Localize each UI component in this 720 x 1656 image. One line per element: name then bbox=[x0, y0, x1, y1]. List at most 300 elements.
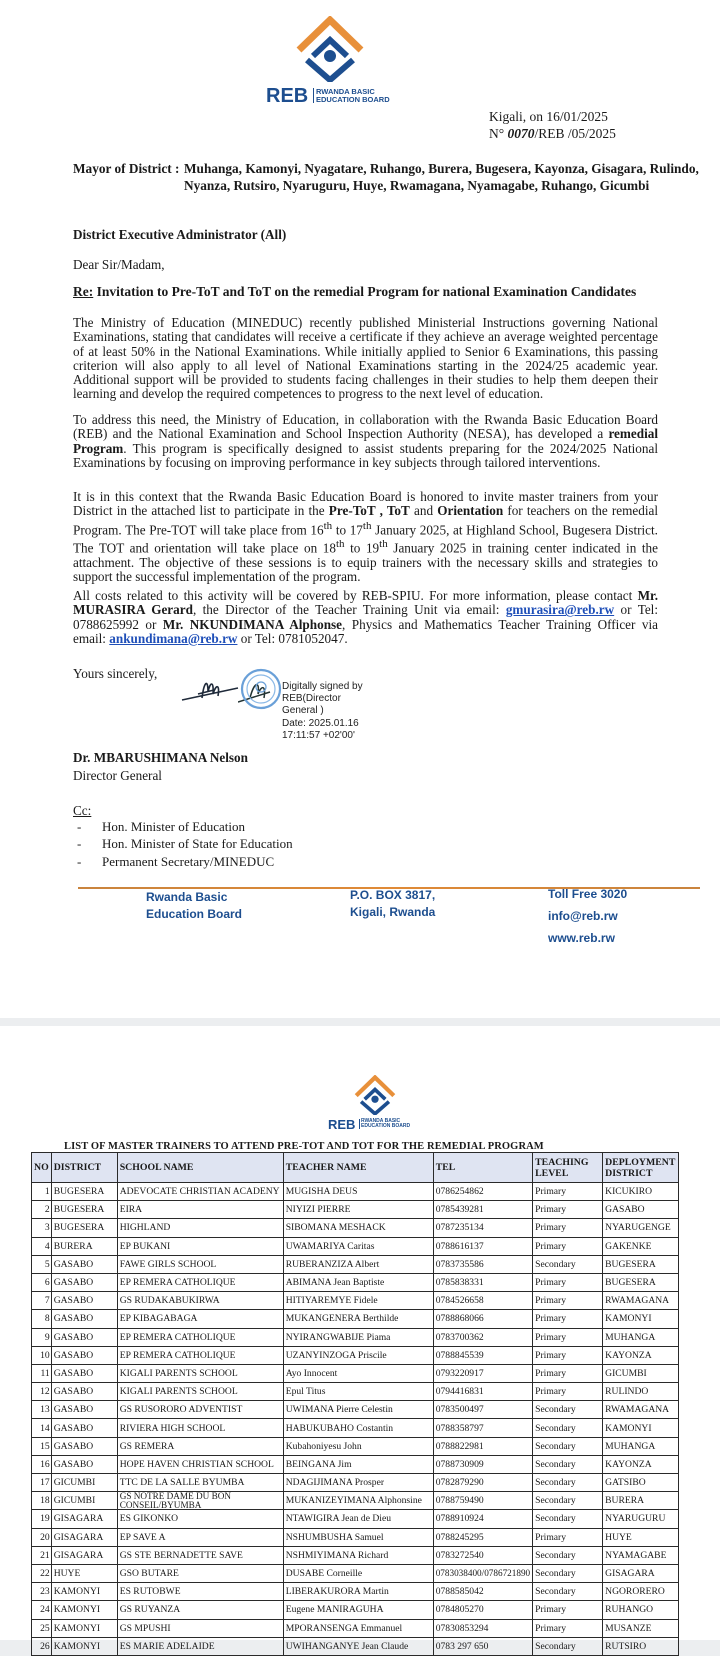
cell-deployment: RULINDO bbox=[603, 1383, 679, 1401]
cell-level: Primary bbox=[533, 1292, 603, 1310]
reb-name-line2: EDUCATION BOARD bbox=[316, 94, 390, 104]
table-row bbox=[32, 1183, 679, 1201]
p4-g: or Tel: 0781052047. bbox=[237, 630, 348, 646]
cell-deployment: RUHANGO bbox=[603, 1601, 679, 1619]
p3-i: January 2025 in training center indicated in the attachment. The objective of these sessions is to equip trainers with the necessary skills and strategies to support the successful implementation of the program. bbox=[73, 540, 658, 585]
cell-no: 14 bbox=[32, 1419, 52, 1437]
cell-no: 17 bbox=[32, 1474, 52, 1492]
column-header: DISTRICT bbox=[51, 1153, 117, 1183]
reb-name-line2: EDUCATION BOARD bbox=[361, 1123, 411, 1129]
cc-text: Permanent Secretary/MINEDUC bbox=[102, 853, 275, 869]
p3-sup1: th bbox=[323, 519, 333, 532]
cell-no: 1 bbox=[32, 1183, 52, 1201]
cell-teacher: NSHMIYIMANA Richard bbox=[283, 1546, 433, 1564]
cell-teacher: NDAGIJIMANA Prosper bbox=[283, 1474, 433, 1492]
cell-level: Primary bbox=[533, 1528, 603, 1546]
cc-item: - Hon. Minister of State for Education bbox=[77, 836, 293, 852]
cell-teacher: UWIMANA Pierre Celestin bbox=[283, 1401, 433, 1419]
cell-tel: 0783735586 bbox=[433, 1255, 532, 1273]
cell-deployment: RWAMAGANA bbox=[603, 1292, 679, 1310]
cell-no: 21 bbox=[32, 1546, 52, 1564]
cell-level: Primary bbox=[533, 1219, 603, 1237]
table-row bbox=[32, 1328, 679, 1346]
cell-no: 5 bbox=[32, 1255, 52, 1273]
sig-line: REB(Director bbox=[282, 693, 341, 705]
cell-teacher: HITIYAREMYE Fidele bbox=[283, 1292, 433, 1310]
cell-no: 24 bbox=[32, 1601, 52, 1619]
cell-deployment: KICUKIRO bbox=[603, 1183, 679, 1201]
cell-school: EP BUKANI bbox=[117, 1237, 283, 1255]
cell-school: HIGHLAND bbox=[117, 1219, 283, 1237]
cell-tel: 0783272540 bbox=[433, 1546, 532, 1564]
ref-prefix: N° bbox=[489, 126, 505, 141]
footer-contacts bbox=[548, 883, 627, 949]
cell-tel: 0783 297 650 bbox=[433, 1637, 532, 1655]
cell-no: 18 bbox=[32, 1492, 52, 1510]
cell-deployment: KAMONYI bbox=[603, 1419, 679, 1437]
table-row bbox=[32, 1292, 679, 1310]
cell-deployment: RUTSIRO bbox=[603, 1637, 679, 1655]
cell-no: 25 bbox=[32, 1619, 52, 1637]
cell-level: Primary bbox=[533, 1328, 603, 1346]
cell-level: Secondary bbox=[533, 1492, 603, 1510]
p3-e: for teachers on the remedial Program. The Pre-TOT will take place from 16 bbox=[73, 503, 659, 537]
cell-deployment: NYAMAGABE bbox=[603, 1546, 679, 1564]
cell-district: GASABO bbox=[51, 1346, 117, 1364]
cell-teacher: UWIHANGANYE Jean Claude bbox=[283, 1637, 433, 1655]
cell-tel: 0793220917 bbox=[433, 1364, 532, 1382]
cell-deployment: GATSIBO bbox=[603, 1474, 679, 1492]
master-trainers-table bbox=[31, 1152, 679, 1656]
cell-tel: 0788759490 bbox=[433, 1492, 532, 1510]
cell-level: Primary bbox=[533, 1201, 603, 1219]
cell-tel: 0784526658 bbox=[433, 1292, 532, 1310]
cell-school: ES MARIE ADELAIDE bbox=[117, 1637, 283, 1655]
cell-tel: 0783700362 bbox=[433, 1328, 532, 1346]
cell-district: GASABO bbox=[51, 1383, 117, 1401]
cell-district: GASABO bbox=[51, 1273, 117, 1291]
cell-district: KAMONYI bbox=[51, 1619, 117, 1637]
footer-website[interactable]: www.reb.rw bbox=[548, 931, 615, 945]
cell-no: 9 bbox=[32, 1328, 52, 1346]
sig-line: 17:11:57 +02'00' bbox=[282, 729, 355, 741]
cell-district: GICUMBI bbox=[51, 1474, 117, 1492]
cell-no: 2 bbox=[32, 1201, 52, 1219]
table-row bbox=[32, 1401, 679, 1419]
table-header-row bbox=[32, 1153, 679, 1183]
footer-org-line2: Education Board bbox=[146, 907, 243, 921]
cell-level: Secondary bbox=[533, 1437, 603, 1455]
cell-level: Secondary bbox=[533, 1474, 603, 1492]
cell-deployment: GASABO bbox=[603, 1201, 679, 1219]
reference-number bbox=[489, 125, 616, 142]
cell-teacher: HABUKUBAHO Costantin bbox=[283, 1419, 433, 1437]
cell-district: GASABO bbox=[51, 1328, 117, 1346]
cell-teacher: BEINGANA Jim bbox=[283, 1455, 433, 1473]
cell-level: Primary bbox=[533, 1273, 603, 1291]
column-header: NO bbox=[32, 1153, 52, 1183]
p3-h: to 19 bbox=[344, 540, 380, 556]
cell-no: 10 bbox=[32, 1346, 52, 1364]
reb-name-small bbox=[359, 1119, 410, 1129]
cell-deployment: NYARUGURU bbox=[603, 1510, 679, 1528]
cell-school: FAWE GIRLS SCHOOL bbox=[117, 1255, 283, 1273]
letter-meta bbox=[489, 108, 616, 142]
cell-school: KIGALI PARENTS SCHOOL bbox=[117, 1364, 283, 1382]
cell-teacher: NSHUMBUSHA Samuel bbox=[283, 1528, 433, 1546]
cell-school: TTC DE LA SALLE BYUMBA bbox=[117, 1474, 283, 1492]
cell-teacher: Ayo Innocent bbox=[283, 1364, 433, 1382]
cell-district: GASABO bbox=[51, 1364, 117, 1382]
paragraph-1: The Ministry of Education (MINEDUC) recently published Ministerial Instructions governing National Examinations, stating that candidates will receive a certificate if they achieve an average weighted percentage of at least 50% in the National Examinations. While initially applied to Senior 6 Examinations, this passing criterion will also apply to all level of National Examinations starting in the 2024/25 academic year. Additional support will be provided to students facing challenges in their studies to help them deepen their learning and develop the required competences to progress to the next level of education. bbox=[73, 315, 658, 402]
cell-no: 13 bbox=[32, 1401, 52, 1419]
cell-district: GISAGARA bbox=[51, 1510, 117, 1528]
cell-district: KAMONYI bbox=[51, 1637, 117, 1655]
table-row bbox=[32, 1601, 679, 1619]
reb-logo-small bbox=[350, 1075, 400, 1115]
cell-teacher: Kubahoniyesu John bbox=[283, 1437, 433, 1455]
cell-level: Secondary bbox=[533, 1637, 603, 1655]
cell-district: GASABO bbox=[51, 1310, 117, 1328]
cell-deployment: NYARUGENGE bbox=[603, 1219, 679, 1237]
paragraph-3 bbox=[73, 490, 658, 585]
salutation: Dear Sir/Madam, bbox=[73, 257, 165, 272]
p4-f: , Physics and Mathematics Teacher Training Officer via email: bbox=[73, 616, 658, 646]
footer-address bbox=[350, 887, 435, 921]
cell-no: 22 bbox=[32, 1564, 52, 1582]
cell-school: EP REMERA CATHOLIQUE bbox=[117, 1328, 283, 1346]
table-row bbox=[32, 1346, 679, 1364]
cell-teacher: MUKANIZEYIMANA Alphonsine bbox=[283, 1492, 433, 1510]
p3-f: to 17 bbox=[332, 521, 363, 537]
cell-no: 12 bbox=[32, 1383, 52, 1401]
cell-level: Primary bbox=[533, 1183, 603, 1201]
cc-label: Cc: bbox=[73, 803, 92, 818]
cell-no: 16 bbox=[32, 1455, 52, 1473]
table-row bbox=[32, 1437, 679, 1455]
footer-pobox: P.O. BOX 3817, bbox=[350, 888, 436, 902]
table-row bbox=[32, 1310, 679, 1328]
cell-deployment: KAMONYI bbox=[603, 1310, 679, 1328]
contact-2-name: Mr. NKUNDIMANA Alphonse bbox=[162, 616, 343, 632]
p2-text-end: . This program is specifically designed to assist students preparing for the 2024/2025 National Examinations by focusing on improving performance in key subjects through tailored interventions. bbox=[73, 440, 658, 470]
p3-b: Pre-ToT , ToT bbox=[328, 503, 410, 519]
cell-deployment: GAKENKE bbox=[603, 1237, 679, 1255]
cell-tel: 0788868066 bbox=[433, 1310, 532, 1328]
table-row bbox=[32, 1474, 679, 1492]
cell-level: Secondary bbox=[533, 1455, 603, 1473]
cell-no: 11 bbox=[32, 1364, 52, 1382]
cell-teacher: UWAMARIYA Caritas bbox=[283, 1237, 433, 1255]
column-header: TEACHING LEVEL bbox=[533, 1153, 603, 1183]
cell-level: Primary bbox=[533, 1237, 603, 1255]
cell-school: GSO BUTARE bbox=[117, 1564, 283, 1582]
cell-level: Secondary bbox=[533, 1564, 603, 1582]
cell-level: Secondary bbox=[533, 1419, 603, 1437]
attachment-title: LIST OF MASTER TRAINERS TO ATTEND PRE-TOT AND TOT FOR THE REMEDIAL PROGRAM bbox=[64, 1141, 544, 1152]
cell-deployment: GISAGARA bbox=[603, 1564, 679, 1582]
cell-school: GS RUSORORO ADVENTIST bbox=[117, 1401, 283, 1419]
table-row bbox=[32, 1364, 679, 1382]
p4-c: , the Director of the Teacher Training Unit via email: bbox=[192, 602, 506, 618]
subject-text: Invitation to Pre-ToT and ToT on the remedial Program for national Examination Candidates bbox=[93, 284, 637, 299]
reb-emblem-icon bbox=[293, 16, 367, 82]
cell-level: Primary bbox=[533, 1383, 603, 1401]
column-header: TEACHER NAME bbox=[283, 1153, 433, 1183]
cell-district: BUGESERA bbox=[51, 1219, 117, 1237]
table-row bbox=[32, 1455, 679, 1473]
handwritten-signature-icon bbox=[180, 674, 242, 704]
cell-tel: 07830853294 bbox=[433, 1619, 532, 1637]
cell-teacher: NYIRANGWABIJE Piama bbox=[283, 1328, 433, 1346]
cell-tel: 0788910924 bbox=[433, 1510, 532, 1528]
column-header: DEPLOYMENT DISTRICT bbox=[603, 1153, 679, 1183]
contact-1-name: Mr. MURASIRA Gerard bbox=[73, 588, 658, 618]
table-row bbox=[32, 1201, 679, 1219]
cell-tel: 0783038400/0786721890 bbox=[433, 1564, 532, 1582]
sig-line: Date: 2025.01.16 bbox=[282, 717, 359, 729]
cell-school: EIRA bbox=[117, 1201, 283, 1219]
seal-icon bbox=[238, 668, 286, 710]
cell-school: ES RUTOBWE bbox=[117, 1583, 283, 1601]
paragraph-4 bbox=[73, 589, 658, 646]
cell-school: GS REMERA bbox=[117, 1437, 283, 1455]
cc-text: Hon. Minister of State for Education bbox=[102, 836, 293, 852]
cell-tel: 0786254862 bbox=[433, 1183, 532, 1201]
p3-g: January 2025, at Highland School, Bugesera District. The TOT and orientation will take place on 18 bbox=[73, 521, 658, 556]
cell-district: GISAGARA bbox=[51, 1546, 117, 1564]
table-row bbox=[32, 1492, 679, 1510]
cell-deployment: HUYE bbox=[603, 1528, 679, 1546]
cell-district: GASABO bbox=[51, 1292, 117, 1310]
cell-school: HOPE HAVEN CHRISTIAN SCHOOL bbox=[117, 1455, 283, 1473]
cc-item: - Permanent Secretary/MINEDUC bbox=[77, 853, 275, 869]
cell-level: Secondary bbox=[533, 1583, 603, 1601]
cell-tel: 0783500497 bbox=[433, 1401, 532, 1419]
cell-teacher: MUKANGENERA Berthilde bbox=[283, 1310, 433, 1328]
cell-deployment: MUSANZE bbox=[603, 1619, 679, 1637]
cell-no: 7 bbox=[32, 1292, 52, 1310]
cell-deployment: RWAMAGANA bbox=[603, 1401, 679, 1419]
cell-deployment: KAYONZA bbox=[603, 1346, 679, 1364]
signatory-title: Director General bbox=[73, 768, 162, 783]
cell-school: EP REMERA CATHOLIQUE bbox=[117, 1273, 283, 1291]
closing: Yours sincerely, bbox=[73, 666, 158, 681]
column-header: SCHOOL NAME bbox=[117, 1153, 283, 1183]
subject-line bbox=[73, 285, 658, 299]
p3-c: and bbox=[409, 503, 438, 519]
table-row bbox=[32, 1237, 679, 1255]
cell-district: GICUMBI bbox=[51, 1492, 117, 1510]
table-row bbox=[32, 1583, 679, 1601]
table-row bbox=[32, 1273, 679, 1291]
table-row bbox=[32, 1383, 679, 1401]
cell-tel: 0788585042 bbox=[433, 1583, 532, 1601]
ref-number: 0070 bbox=[507, 126, 535, 141]
cell-teacher: ABIMANA Jean Baptiste bbox=[283, 1273, 433, 1291]
cell-district: BUGESERA bbox=[51, 1183, 117, 1201]
cell-district: GASABO bbox=[51, 1419, 117, 1437]
cc-list bbox=[77, 818, 293, 870]
digital-signature-info bbox=[282, 681, 363, 742]
cell-school: RIVIERA HIGH SCHOOL bbox=[117, 1419, 283, 1437]
p3-sup3: th bbox=[335, 538, 345, 551]
p3-d: Orientation bbox=[437, 503, 504, 519]
p3-a: It is in this context that the Rwanda Basic Education Board is honored to invite master trainers from your District in the attached list to participate in the bbox=[73, 489, 658, 519]
cell-school: ES GIKONKO bbox=[117, 1510, 283, 1528]
footer-toll-free: Toll Free 3020 bbox=[548, 887, 628, 901]
cell-school: EP KIBAGABAGA bbox=[117, 1310, 283, 1328]
cell-school: EP REMERA CATHOLIQUE bbox=[117, 1346, 283, 1364]
table-row bbox=[32, 1510, 679, 1528]
cell-level: Secondary bbox=[533, 1401, 603, 1419]
cell-no: 8 bbox=[32, 1310, 52, 1328]
footer-city: Kigali, Rwanda bbox=[350, 905, 436, 919]
sig-line: Digitally signed by bbox=[282, 681, 363, 692]
cell-tel: 0788616137 bbox=[433, 1237, 532, 1255]
table-row bbox=[32, 1619, 679, 1637]
email-link-gmurasira[interactable]: gmurasira@reb.rw bbox=[505, 602, 615, 618]
cell-tel: 0788730909 bbox=[433, 1455, 532, 1473]
cell-school: GS MPUSHI bbox=[117, 1619, 283, 1637]
cell-teacher: SIBOMANA MESHACK bbox=[283, 1219, 433, 1237]
cell-district: GASABO bbox=[51, 1455, 117, 1473]
paragraph-2 bbox=[73, 413, 658, 470]
cell-level: Secondary bbox=[533, 1546, 603, 1564]
cell-no: 26 bbox=[32, 1637, 52, 1655]
cell-level: Primary bbox=[533, 1601, 603, 1619]
cell-school: GS RUDAKABUKIRWA bbox=[117, 1292, 283, 1310]
reb-acronym-small: REB bbox=[328, 1117, 356, 1132]
table-row bbox=[32, 1255, 679, 1273]
cell-teacher: DUSABE Corneille bbox=[283, 1564, 433, 1582]
cell-school: GS NOTRE DAME DU BON CONSEIL/BYUMBA bbox=[117, 1492, 283, 1510]
cell-no: 15 bbox=[32, 1437, 52, 1455]
cell-school: GS RUYANZA bbox=[117, 1601, 283, 1619]
cell-school: GS STE BERNADETTE SAVE bbox=[117, 1546, 283, 1564]
reb-acronym: REB bbox=[266, 85, 309, 107]
cell-district: GISAGARA bbox=[51, 1528, 117, 1546]
cell-teacher: NTAWIGIRA Jean de Dieu bbox=[283, 1510, 433, 1528]
cell-level: Secondary bbox=[533, 1255, 603, 1273]
cell-deployment: GICUMBI bbox=[603, 1364, 679, 1382]
reb-logo bbox=[293, 16, 367, 82]
reb-name-line1: RWANDA BASIC bbox=[316, 87, 375, 96]
table-row bbox=[32, 1219, 679, 1237]
cell-deployment: KAYONZA bbox=[603, 1455, 679, 1473]
sig-line: General ) bbox=[282, 705, 324, 717]
reb-name bbox=[313, 88, 390, 103]
cell-deployment: MUHANGA bbox=[603, 1437, 679, 1455]
recipient-label: Mayor of District : bbox=[73, 161, 180, 176]
p2-text: To address this need, the Ministry of Education, in collaboration with the Rwanda Basic Education Board (REB) and the National Examination and School Inspection Authority (NESA), has developed a bbox=[73, 412, 658, 442]
reb-name-line1: RWANDA BASIC bbox=[361, 1118, 401, 1124]
cell-level: Primary bbox=[533, 1364, 603, 1382]
footer-email[interactable]: info@reb.rw bbox=[548, 909, 618, 923]
cell-district: GASABO bbox=[51, 1401, 117, 1419]
cell-tel: 0788358797 bbox=[433, 1419, 532, 1437]
cell-no: 20 bbox=[32, 1528, 52, 1546]
subject-label: Re: bbox=[73, 284, 94, 299]
table-body bbox=[32, 1183, 679, 1656]
p4-d: or Tel: 0788625992 or bbox=[73, 602, 659, 632]
signature-stamp bbox=[238, 668, 286, 715]
cell-no: 19 bbox=[32, 1510, 52, 1528]
cell-district: GASABO bbox=[51, 1437, 117, 1455]
cell-school: ADEVOCATE CHRISTIAN ACADENY bbox=[117, 1183, 283, 1201]
cell-tel: 0788845539 bbox=[433, 1346, 532, 1364]
cell-level: Primary bbox=[533, 1346, 603, 1364]
cell-deployment: NGORORERO bbox=[603, 1583, 679, 1601]
cell-district: GASABO bbox=[51, 1255, 117, 1273]
cell-school: EP SAVE A bbox=[117, 1528, 283, 1546]
cc-text: Hon. Minister of Education bbox=[102, 819, 245, 834]
email-link-ankundimana[interactable]: ankundimana@reb.rw bbox=[109, 630, 238, 646]
cell-tel: 0785439281 bbox=[433, 1201, 532, 1219]
cell-tel: 0785838331 bbox=[433, 1273, 532, 1291]
cell-district: KAMONYI bbox=[51, 1601, 117, 1619]
cell-deployment: MUHANGA bbox=[603, 1328, 679, 1346]
cell-school: KIGALI PARENTS SCHOOL bbox=[117, 1383, 283, 1401]
p2-bold: remedial Program bbox=[73, 426, 658, 456]
table-row bbox=[32, 1564, 679, 1582]
recipient-districts: Muhanga, Kamonyi, Nyagatare, Ruhango, Burera, Bugesera, Kayonza, Gisagara, Rulindo, Nyanza, Rutsiro, Nyaruguru, Huye, Rwamagana, Nyamagabe, Ruhango, Gicumbi bbox=[184, 161, 699, 193]
table-row bbox=[32, 1528, 679, 1546]
cell-teacher: MPORANSENGA Emmanuel bbox=[283, 1619, 433, 1637]
cell-no: 23 bbox=[32, 1583, 52, 1601]
p3-sup2: th bbox=[362, 519, 372, 532]
cell-teacher: Epul Titus bbox=[283, 1383, 433, 1401]
cc-item: - Hon. Minister of Education bbox=[77, 819, 245, 834]
cell-no: 3 bbox=[32, 1219, 52, 1237]
p3-sup4: th bbox=[379, 538, 388, 551]
column-header: TEL bbox=[433, 1153, 532, 1183]
cell-tel: 0788245295 bbox=[433, 1528, 532, 1546]
reb-emblem-icon bbox=[350, 1075, 400, 1115]
cell-district: BUGESERA bbox=[51, 1201, 117, 1219]
cell-no: 6 bbox=[32, 1273, 52, 1291]
p4-a: All costs related to this activity will be covered by REB-SPIU. For more information, please contact bbox=[73, 588, 638, 603]
footer-organization bbox=[146, 889, 242, 923]
cell-district: BURERA bbox=[51, 1237, 117, 1255]
cell-deployment: BUGESERA bbox=[603, 1255, 679, 1273]
cell-tel: 0794416831 bbox=[433, 1383, 532, 1401]
signatory-name: Dr. MBARUSHIMANA Nelson bbox=[73, 750, 248, 765]
cell-tel: 0782879290 bbox=[433, 1474, 532, 1492]
table-row bbox=[32, 1419, 679, 1437]
cell-deployment: BURERA bbox=[603, 1492, 679, 1510]
cell-deployment: BUGESERA bbox=[603, 1273, 679, 1291]
cell-level: Primary bbox=[533, 1619, 603, 1637]
cell-level: Secondary bbox=[533, 1510, 603, 1528]
cell-tel: 0784805270 bbox=[433, 1601, 532, 1619]
cell-district: HUYE bbox=[51, 1564, 117, 1582]
footer-org-line1: Rwanda Basic bbox=[146, 890, 228, 904]
cell-tel: 0787235134 bbox=[433, 1219, 532, 1237]
cell-level: Primary bbox=[533, 1310, 603, 1328]
cell-teacher: Eugene MANIRAGUHA bbox=[283, 1601, 433, 1619]
cell-teacher: UZANYINZOGA Priscile bbox=[283, 1346, 433, 1364]
recipient-secondary: District Executive Administrator (All) bbox=[73, 227, 287, 242]
table-row bbox=[32, 1546, 679, 1564]
cell-tel: 0788822981 bbox=[433, 1437, 532, 1455]
cell-teacher: LIBERAKURORA Martin bbox=[283, 1583, 433, 1601]
cell-teacher: NIYIZI PIERRE bbox=[283, 1201, 433, 1219]
cell-no: 4 bbox=[32, 1237, 52, 1255]
cell-teacher: MUGISHA DEUS bbox=[283, 1183, 433, 1201]
cell-teacher: RUBERANZIZA Albert bbox=[283, 1255, 433, 1273]
ref-suffix: /REB /05/2025 bbox=[534, 126, 616, 141]
